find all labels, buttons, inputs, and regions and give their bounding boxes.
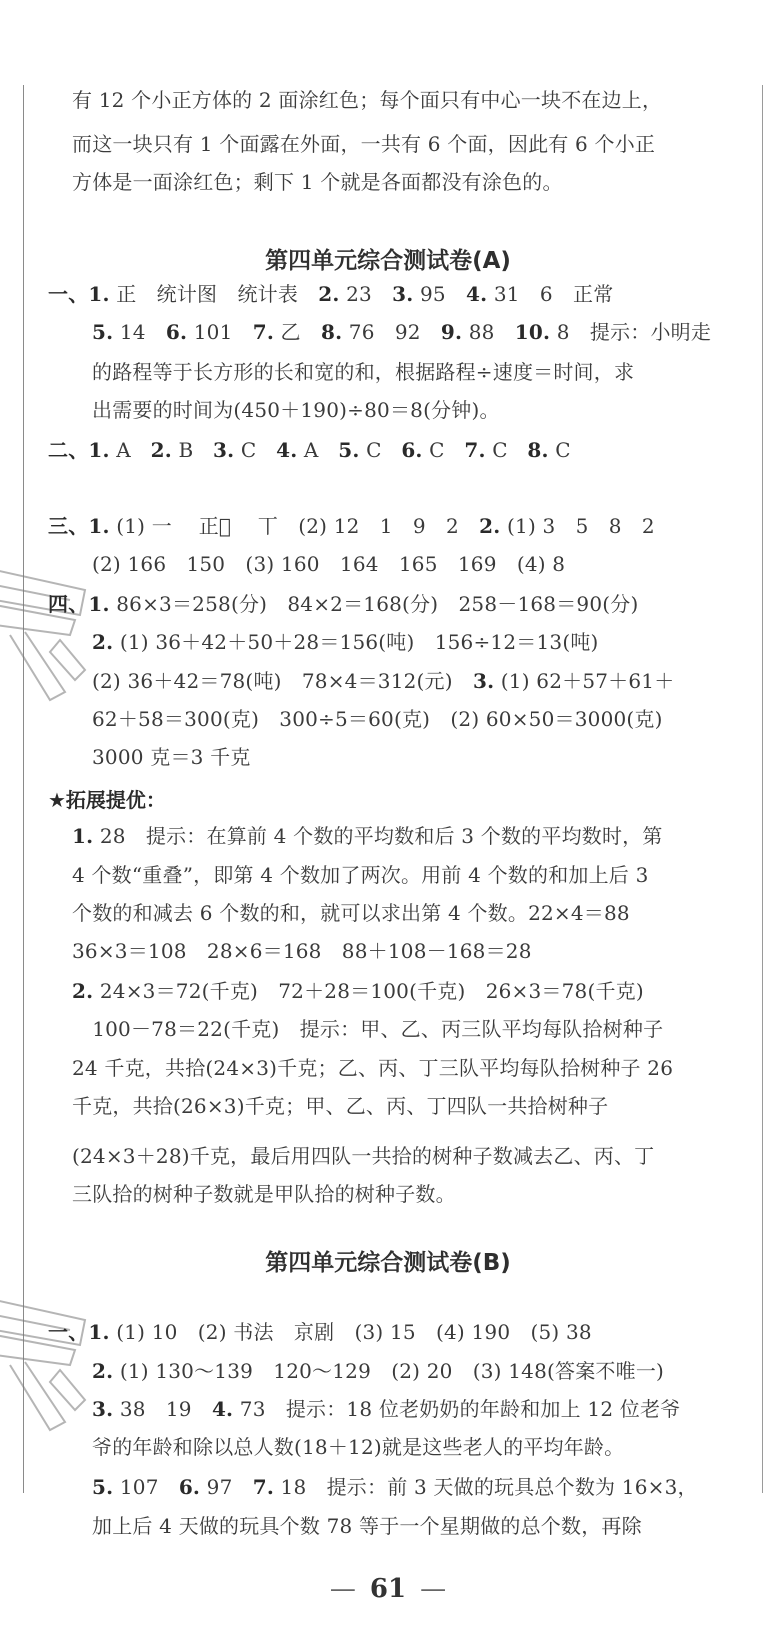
b-part1-line-2: 2. (1) 130～139 120～129 (2) 20 (3) 148(答案不唯一) xyxy=(92,1359,665,1383)
section-a-title: 第四单元综合测试卷(A) xyxy=(265,248,511,274)
part3-line-1: 三、1. (1) 一 正𠀆 丅 (2) 12 1 9 2 2. (1) 3 5 8 2 xyxy=(48,514,655,538)
right-border-line xyxy=(762,85,763,1493)
part1-line-4: 出需要的时间为(450＋190)÷80＝8(分钟)。 xyxy=(92,398,500,422)
part-marker: 一、 xyxy=(48,282,89,306)
extension-line-5: 2. 24×3＝72(千克) 72＋28＝100(千克) 26×3＝78(千克) xyxy=(72,979,644,1003)
extension-line-6: 100－78＝22(千克) 提示：甲、乙、丙三队平均每队拾树种子 xyxy=(72,1017,664,1041)
watermark-stamp-icon xyxy=(0,560,100,710)
left-border-line xyxy=(23,85,24,1493)
extension-heading: ★拓展提优： xyxy=(48,788,166,812)
extension-line-1: 1. 28 提示：在算前 4 个数的平均数和后 3 个数的平均数时，第 xyxy=(72,824,663,848)
part4-line-5: 3000 克＝3 千克 xyxy=(92,745,251,769)
b-part1-line-6: 加上后 4 天做的玩具个数 78 等于一个星期做的总个数，再除 xyxy=(92,1514,642,1538)
part1-line-3: 的路程等于长方形的长和宽的和，根据路程÷速度＝时间，求 xyxy=(92,360,635,384)
extension-line-2: 4 个数“重叠”，即第 4 个数加了两次。用前 4 个数的和加上后 3 xyxy=(72,863,649,887)
page-number: — 61 — xyxy=(329,1574,447,1604)
extension-line-8: 千克，共拾(26×3)千克；甲、乙、丙、丁四队一共拾树种子 xyxy=(72,1094,609,1118)
part4-line-4: 62＋58＝300(克) 300÷5＝60(克) (2) 60×50＝3000(克) xyxy=(92,707,663,731)
part1-line-2: 5. 14 6. 101 7. 乙 8. 76 92 9. 88 10. 8 提示：小明走 xyxy=(92,320,712,344)
part2-line: 二、1. A 2. B 3. C 4. A 5. C 6. C 7. C 8. C xyxy=(48,438,571,462)
part4-line-1: 四、1. 86×3＝258(分) 84×2＝168(分) 258－168＝90(分) xyxy=(48,592,639,616)
watermark-stamp-icon-2 xyxy=(0,1290,100,1440)
extension-line-7: 24 千克，共拾(24×3)千克；乙、丙、丁三队平均每队拾树种子 26 xyxy=(72,1056,674,1080)
b-part1-line-5: 5. 107 6. 97 7. 18 提示：前 3 天做的玩具总个数为 16×3， xyxy=(92,1475,698,1499)
b-part1-line-4: 爷的年龄和除以总人数(18＋12)就是这些老人的平均年龄。 xyxy=(92,1435,625,1459)
extension-line-4: 36×3＝108 28×6＝168 88＋108－168＝28 xyxy=(72,939,532,963)
page-number-value: 61 xyxy=(369,1574,407,1604)
b-part1-line-1: 一、1. (1) 10 (2) 书法 京剧 (3) 15 (4) 190 (5) 38 xyxy=(48,1320,592,1344)
intro-line: 有 12 个小正方体的 2 面涂红色；每个面只有中心一块不在边上， xyxy=(72,88,663,112)
part4-line-2: 2. (1) 36＋42＋50＋28＝156(吨) 156÷12＝13(吨) xyxy=(92,630,599,654)
b-part1-line-3: 3. 38 19 4. 73 提示：18 位老奶奶的年龄和加上 12 位老爷 xyxy=(92,1397,681,1421)
part1-line-1: 一、1. 正 统计图 统计表 2. 23 3. 95 4. 31 6 正常 xyxy=(48,282,614,306)
extension-line-9: (24×3＋28)千克，最后用四队一共拾的树种子数减去乙、丙、丁 xyxy=(72,1144,655,1168)
section-b-title: 第四单元综合测试卷(B) xyxy=(265,1250,511,1276)
extension-line-3: 个数的和减去 6 个数的和，就可以求出第 4 个数。22×4＝88 xyxy=(72,901,630,925)
part4-line-3: (2) 36＋42＝78(吨) 78×4＝312(元) 3. (1) 62＋57＋61＋ xyxy=(92,669,675,693)
intro-line: 而这一块只有 1 个面露在外面，一共有 6 个面，因此有 6 个小正 xyxy=(72,132,656,156)
part3-line-2: (2) 166 150 (3) 160 164 165 169 (4) 8 xyxy=(92,552,566,576)
extension-line-10: 三队拾的树种子数就是甲队拾的树种子数。 xyxy=(72,1182,456,1206)
intro-line: 方体是一面涂红色；剩下 1 个就是各面都没有涂色的。 xyxy=(72,170,563,194)
